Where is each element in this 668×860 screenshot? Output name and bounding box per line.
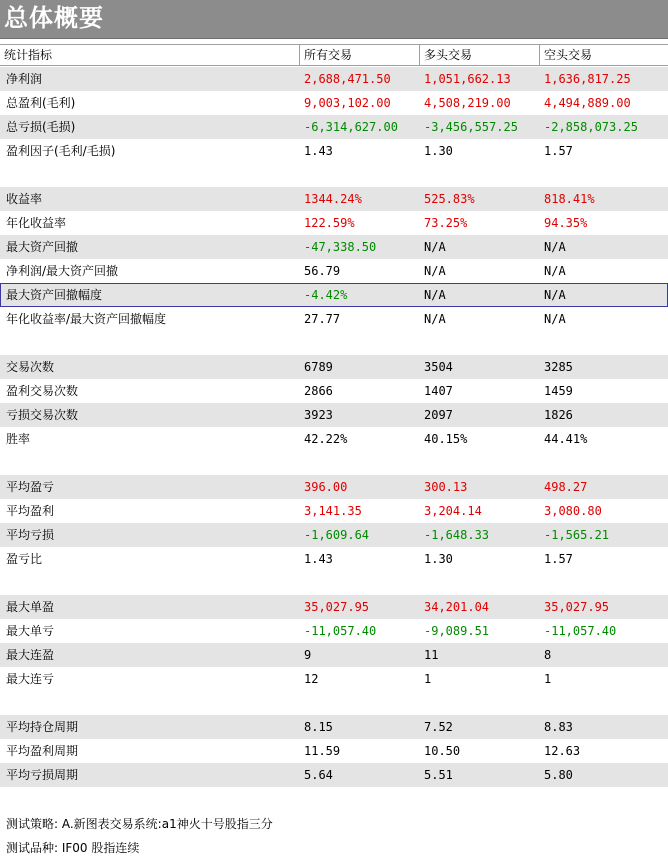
value-all-trades: -6,314,627.00	[304, 120, 398, 134]
value-short-trades: 3,080.80	[544, 504, 602, 518]
table-row[interactable]	[0, 139, 668, 163]
value-short-trades: 498.27	[544, 480, 588, 494]
row-label: 年化收益率/最大资产回撤幅度	[6, 312, 167, 326]
table-row[interactable]	[0, 67, 668, 91]
value-long-trades: 5.51	[424, 768, 453, 782]
value-short-trades: 44.41%	[544, 432, 588, 446]
row-label: 平均亏损	[6, 528, 55, 542]
row-label: 盈利因子(毛利/毛损)	[6, 144, 116, 158]
value-all-trades: 9	[304, 648, 312, 662]
value-all-trades: 2866	[304, 384, 333, 398]
table-row[interactable]	[0, 91, 668, 115]
table-row[interactable]	[0, 499, 668, 523]
row-label: 最大连亏	[6, 672, 55, 686]
table-row[interactable]	[0, 187, 668, 211]
value-long-trades: 3504	[424, 360, 453, 374]
table-row[interactable]	[0, 307, 668, 331]
table-row[interactable]	[0, 715, 668, 739]
value-long-trades: 1407	[424, 384, 453, 398]
value-long-trades: 1,051,662.13	[424, 72, 511, 86]
value-all-trades: 122.59%	[304, 216, 355, 230]
value-all-trades: 27.77	[304, 312, 341, 326]
value-short-trades: 8.83	[544, 720, 573, 734]
value-long-trades: N/A	[424, 240, 446, 254]
value-short-trades: 35,027.95	[544, 600, 610, 614]
table-row[interactable]	[0, 619, 668, 643]
value-short-trades: 94.35%	[544, 216, 588, 230]
footer-instrument: 测试品种: IF00 股指连续	[6, 841, 140, 855]
value-short-trades: 1459	[544, 384, 573, 398]
value-short-trades: -11,057.40	[544, 624, 617, 638]
value-short-trades: 4,494,889.00	[544, 96, 631, 110]
row-label: 最大单亏	[6, 624, 55, 638]
value-long-trades: 73.25%	[424, 216, 468, 230]
value-long-trades: 3,204.14	[424, 504, 482, 518]
title-bar	[0, 0, 668, 39]
row-label: 平均持仓周期	[6, 720, 79, 734]
value-all-trades: 8.15	[304, 720, 333, 734]
value-all-trades: -47,338.50	[304, 240, 377, 254]
table-row[interactable]	[0, 283, 668, 307]
table-row[interactable]	[0, 379, 668, 403]
value-long-trades: 1.30	[424, 144, 453, 158]
table-header	[0, 44, 668, 66]
value-long-trades: 11	[424, 648, 439, 662]
table-row[interactable]	[0, 739, 668, 763]
row-label: 总亏损(毛损)	[6, 120, 76, 134]
column-header-long-trades[interactable]: 多头交易	[420, 45, 540, 65]
value-all-trades: 12	[304, 672, 319, 686]
value-short-trades: 818.41%	[544, 192, 595, 206]
value-all-trades: 1344.24%	[304, 192, 362, 206]
row-label: 盈亏比	[6, 552, 43, 566]
row-label: 亏损交易次数	[6, 408, 79, 422]
value-short-trades: 3285	[544, 360, 573, 374]
value-long-trades: 40.15%	[424, 432, 468, 446]
value-long-trades: N/A	[424, 312, 446, 326]
value-long-trades: N/A	[424, 264, 446, 278]
row-label: 胜率	[6, 432, 31, 446]
column-header-short-trades[interactable]: 空头交易	[544, 48, 593, 62]
value-short-trades: 1.57	[544, 144, 573, 158]
value-short-trades: 1,636,817.25	[544, 72, 631, 86]
value-short-trades: N/A	[544, 312, 566, 326]
row-label: 最大单盈	[6, 600, 55, 614]
value-all-trades: 35,027.95	[304, 600, 370, 614]
value-all-trades: 56.79	[304, 264, 341, 278]
column-header-all-trades[interactable]: 所有交易	[300, 45, 420, 65]
value-all-trades: 6789	[304, 360, 333, 374]
row-label: 总盈利(毛利)	[6, 96, 76, 110]
value-all-trades: -1,609.64	[304, 528, 370, 542]
row-label: 年化收益率	[6, 216, 67, 230]
value-short-trades: -1,565.21	[544, 528, 610, 542]
value-short-trades: 1826	[544, 408, 573, 422]
table-row[interactable]	[0, 259, 668, 283]
row-label: 最大资产回撤	[6, 240, 79, 254]
row-label: 收益率	[6, 192, 43, 206]
value-long-trades: 10.50	[424, 744, 461, 758]
value-long-trades: 34,201.04	[424, 600, 490, 614]
value-all-trades: 1.43	[304, 144, 333, 158]
value-long-trades: -3,456,557.25	[424, 120, 518, 134]
table-row[interactable]	[0, 427, 668, 451]
value-all-trades: 11.59	[304, 744, 341, 758]
value-short-trades: 12.63	[544, 744, 581, 758]
value-long-trades: 300.13	[424, 480, 468, 494]
row-label: 净利润/最大资产回撤	[6, 264, 119, 278]
value-all-trades: 5.64	[304, 768, 333, 782]
table-row[interactable]	[0, 235, 668, 259]
row-label: 平均盈利周期	[6, 744, 79, 758]
value-long-trades: -9,089.51	[424, 624, 490, 638]
value-all-trades: 3,141.35	[304, 504, 362, 518]
value-short-trades: 5.80	[544, 768, 573, 782]
row-label: 平均亏损周期	[6, 768, 79, 782]
table-row[interactable]	[0, 547, 668, 571]
value-short-trades: 1.57	[544, 552, 573, 566]
value-short-trades: N/A	[544, 288, 566, 302]
column-header-metric[interactable]: 统计指标	[0, 45, 300, 65]
table-row[interactable]	[0, 475, 668, 499]
row-label: 最大连盈	[6, 648, 55, 662]
table-row[interactable]	[0, 355, 668, 379]
page-title: 总体概要	[4, 4, 104, 32]
row-label: 净利润	[6, 72, 43, 86]
value-all-trades: 2,688,471.50	[304, 72, 391, 86]
footer-strategy: 测试策略: A.新图表交易系统:a1神火十号股指三分	[6, 817, 273, 831]
table-row[interactable]	[0, 115, 668, 139]
value-all-trades: 3923	[304, 408, 333, 422]
value-all-trades: -4.42%	[304, 288, 348, 302]
row-label: 盈利交易次数	[6, 384, 79, 398]
value-short-trades: 1	[544, 672, 552, 686]
row-label: 平均盈亏	[6, 480, 55, 494]
value-long-trades: 7.52	[424, 720, 453, 734]
table-row[interactable]	[0, 595, 668, 619]
row-label: 交易次数	[6, 360, 55, 374]
value-all-trades: -11,057.40	[304, 624, 377, 638]
table-row[interactable]	[0, 211, 668, 235]
value-all-trades: 9,003,102.00	[304, 96, 391, 110]
value-all-trades: 42.22%	[304, 432, 348, 446]
value-long-trades: 4,508,219.00	[424, 96, 511, 110]
value-long-trades: 2097	[424, 408, 453, 422]
row-label: 最大资产回撤幅度	[6, 288, 103, 302]
table-row[interactable]	[0, 523, 668, 547]
value-short-trades: -2,858,073.25	[544, 120, 638, 134]
table-row[interactable]	[0, 643, 668, 667]
table-row[interactable]	[0, 403, 668, 427]
value-long-trades: -1,648.33	[424, 528, 490, 542]
value-short-trades: N/A	[544, 264, 566, 278]
value-long-trades: 1	[424, 672, 432, 686]
value-long-trades: 525.83%	[424, 192, 475, 206]
value-long-trades: N/A	[424, 288, 446, 302]
value-short-trades: 8	[544, 648, 552, 662]
row-label: 平均盈利	[6, 504, 55, 518]
value-all-trades: 1.43	[304, 552, 333, 566]
table-row[interactable]	[0, 763, 668, 787]
value-all-trades: 396.00	[304, 480, 348, 494]
value-short-trades: N/A	[544, 240, 566, 254]
value-long-trades: 1.30	[424, 552, 453, 566]
table-row[interactable]	[0, 667, 668, 691]
